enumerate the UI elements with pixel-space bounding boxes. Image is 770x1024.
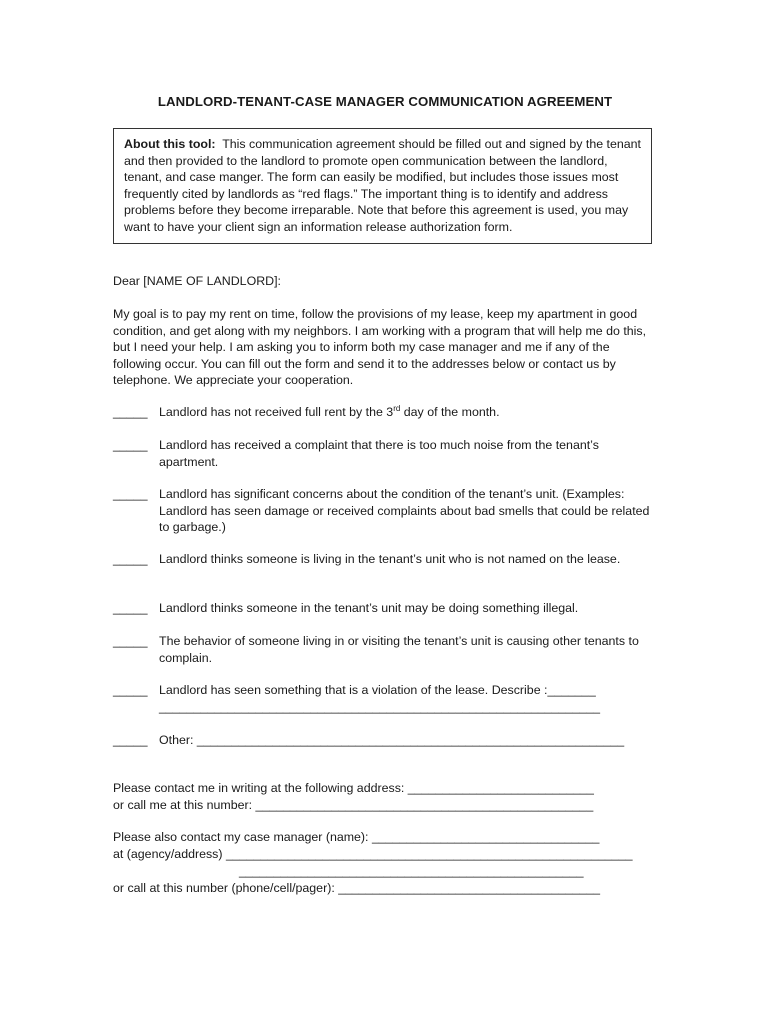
item-text: Landlord thinks someone in the tenant’s unit may be doing something illegal. [159, 601, 579, 615]
check-blank[interactable]: _____ [113, 487, 148, 501]
item-text: The behavior of someone living in or visiting the tenant’s unit is causing other tenants to complain. [159, 634, 639, 665]
checklist-item-behavior [113, 633, 658, 666]
salutation: Dear [NAME OF LANDLORD]: [113, 274, 281, 288]
check-blank[interactable]: _____ [113, 683, 148, 697]
check-blank[interactable]: _____ [113, 634, 148, 648]
case-manager-line[interactable]: Please also contact my case manager (name): _________________________________ [113, 830, 600, 844]
contact-call-line[interactable]: or call me at this number: _________________________________________________ [113, 798, 594, 812]
item-text: Landlord thinks someone is living in the tenant’s unit who is not named on the lease. [159, 552, 621, 566]
check-blank[interactable]: _____ [113, 601, 148, 615]
checklist-item-rent [113, 404, 658, 421]
checklist-item-illegal [113, 600, 658, 617]
checklist-item-violation [113, 682, 658, 699]
about-label: About this tool: [124, 137, 216, 151]
item-text: Landlord has significant concerns about the condition of the tenant’s unit. (Examples: Landlord has seen damage or received complaints about bad smells that could be related to garbage.) [159, 487, 650, 535]
check-blank[interactable]: _____ [113, 438, 148, 452]
checklist-item-condition [113, 486, 658, 536]
check-blank[interactable]: _____ [113, 733, 148, 747]
item-text: Other: ______________________________________________________________ [159, 733, 625, 747]
check-blank[interactable]: _____ [113, 552, 148, 566]
check-blank[interactable]: _____ [113, 405, 148, 419]
agency-address-line[interactable]: at (agency/address) ___________________________________________________________ [113, 847, 633, 861]
item-text: Landlord has received a complaint that there is too much noise from the tenant’s apartment. [159, 438, 599, 469]
item-text: Landlord has not received full rent by the 3rd day of the month. [159, 403, 500, 419]
intro-paragraph: My goal is to pay my rent on time, follow the provisions of my lease, keep my apartment in good condition, and get along with my neighbors. I am working with a program that will help me do this, but I need your help. I am asking you to inform both my case manager and me if any of the following occur. You can fill out the form and send it to the addresses below or contact us by telephone. We appreciate your cooperation. [113, 307, 647, 388]
about-text: This communication agreement should be filled out and signed by the tenant and then provided to the landlord to promote open communication between the landlord, tenant, and case manger. The form can easily be modified, but includes those issues most frequently cited by landlords as “red flags.” The important thing is to identify and address problems before they become irreparable. Note that before this agreement is used, you may want to have your client sign an information release authorization form. [124, 137, 641, 234]
case-manager-phone-line[interactable]: or call at this number (phone/cell/pager): ______________________________________ [113, 881, 601, 895]
contact-writing-line[interactable]: Please contact me in writing at the following address: ___________________________ [113, 781, 594, 795]
checklist-item-occupant [113, 551, 658, 568]
about-tool-box [113, 128, 652, 244]
document-title: LANDLORD-TENANT-CASE MANAGER COMMUNICATION AGREEMENT [157, 94, 613, 109]
checklist-item-noise [113, 437, 658, 470]
violation-description-line[interactable]: ________________________________________________________________ [159, 700, 601, 714]
item-text: Landlord has seen something that is a violation of the lease. Describe :_______ [159, 683, 596, 697]
checklist-item-other [113, 732, 658, 749]
agency-address-line-2[interactable]: __________________________________________________ [239, 864, 584, 878]
